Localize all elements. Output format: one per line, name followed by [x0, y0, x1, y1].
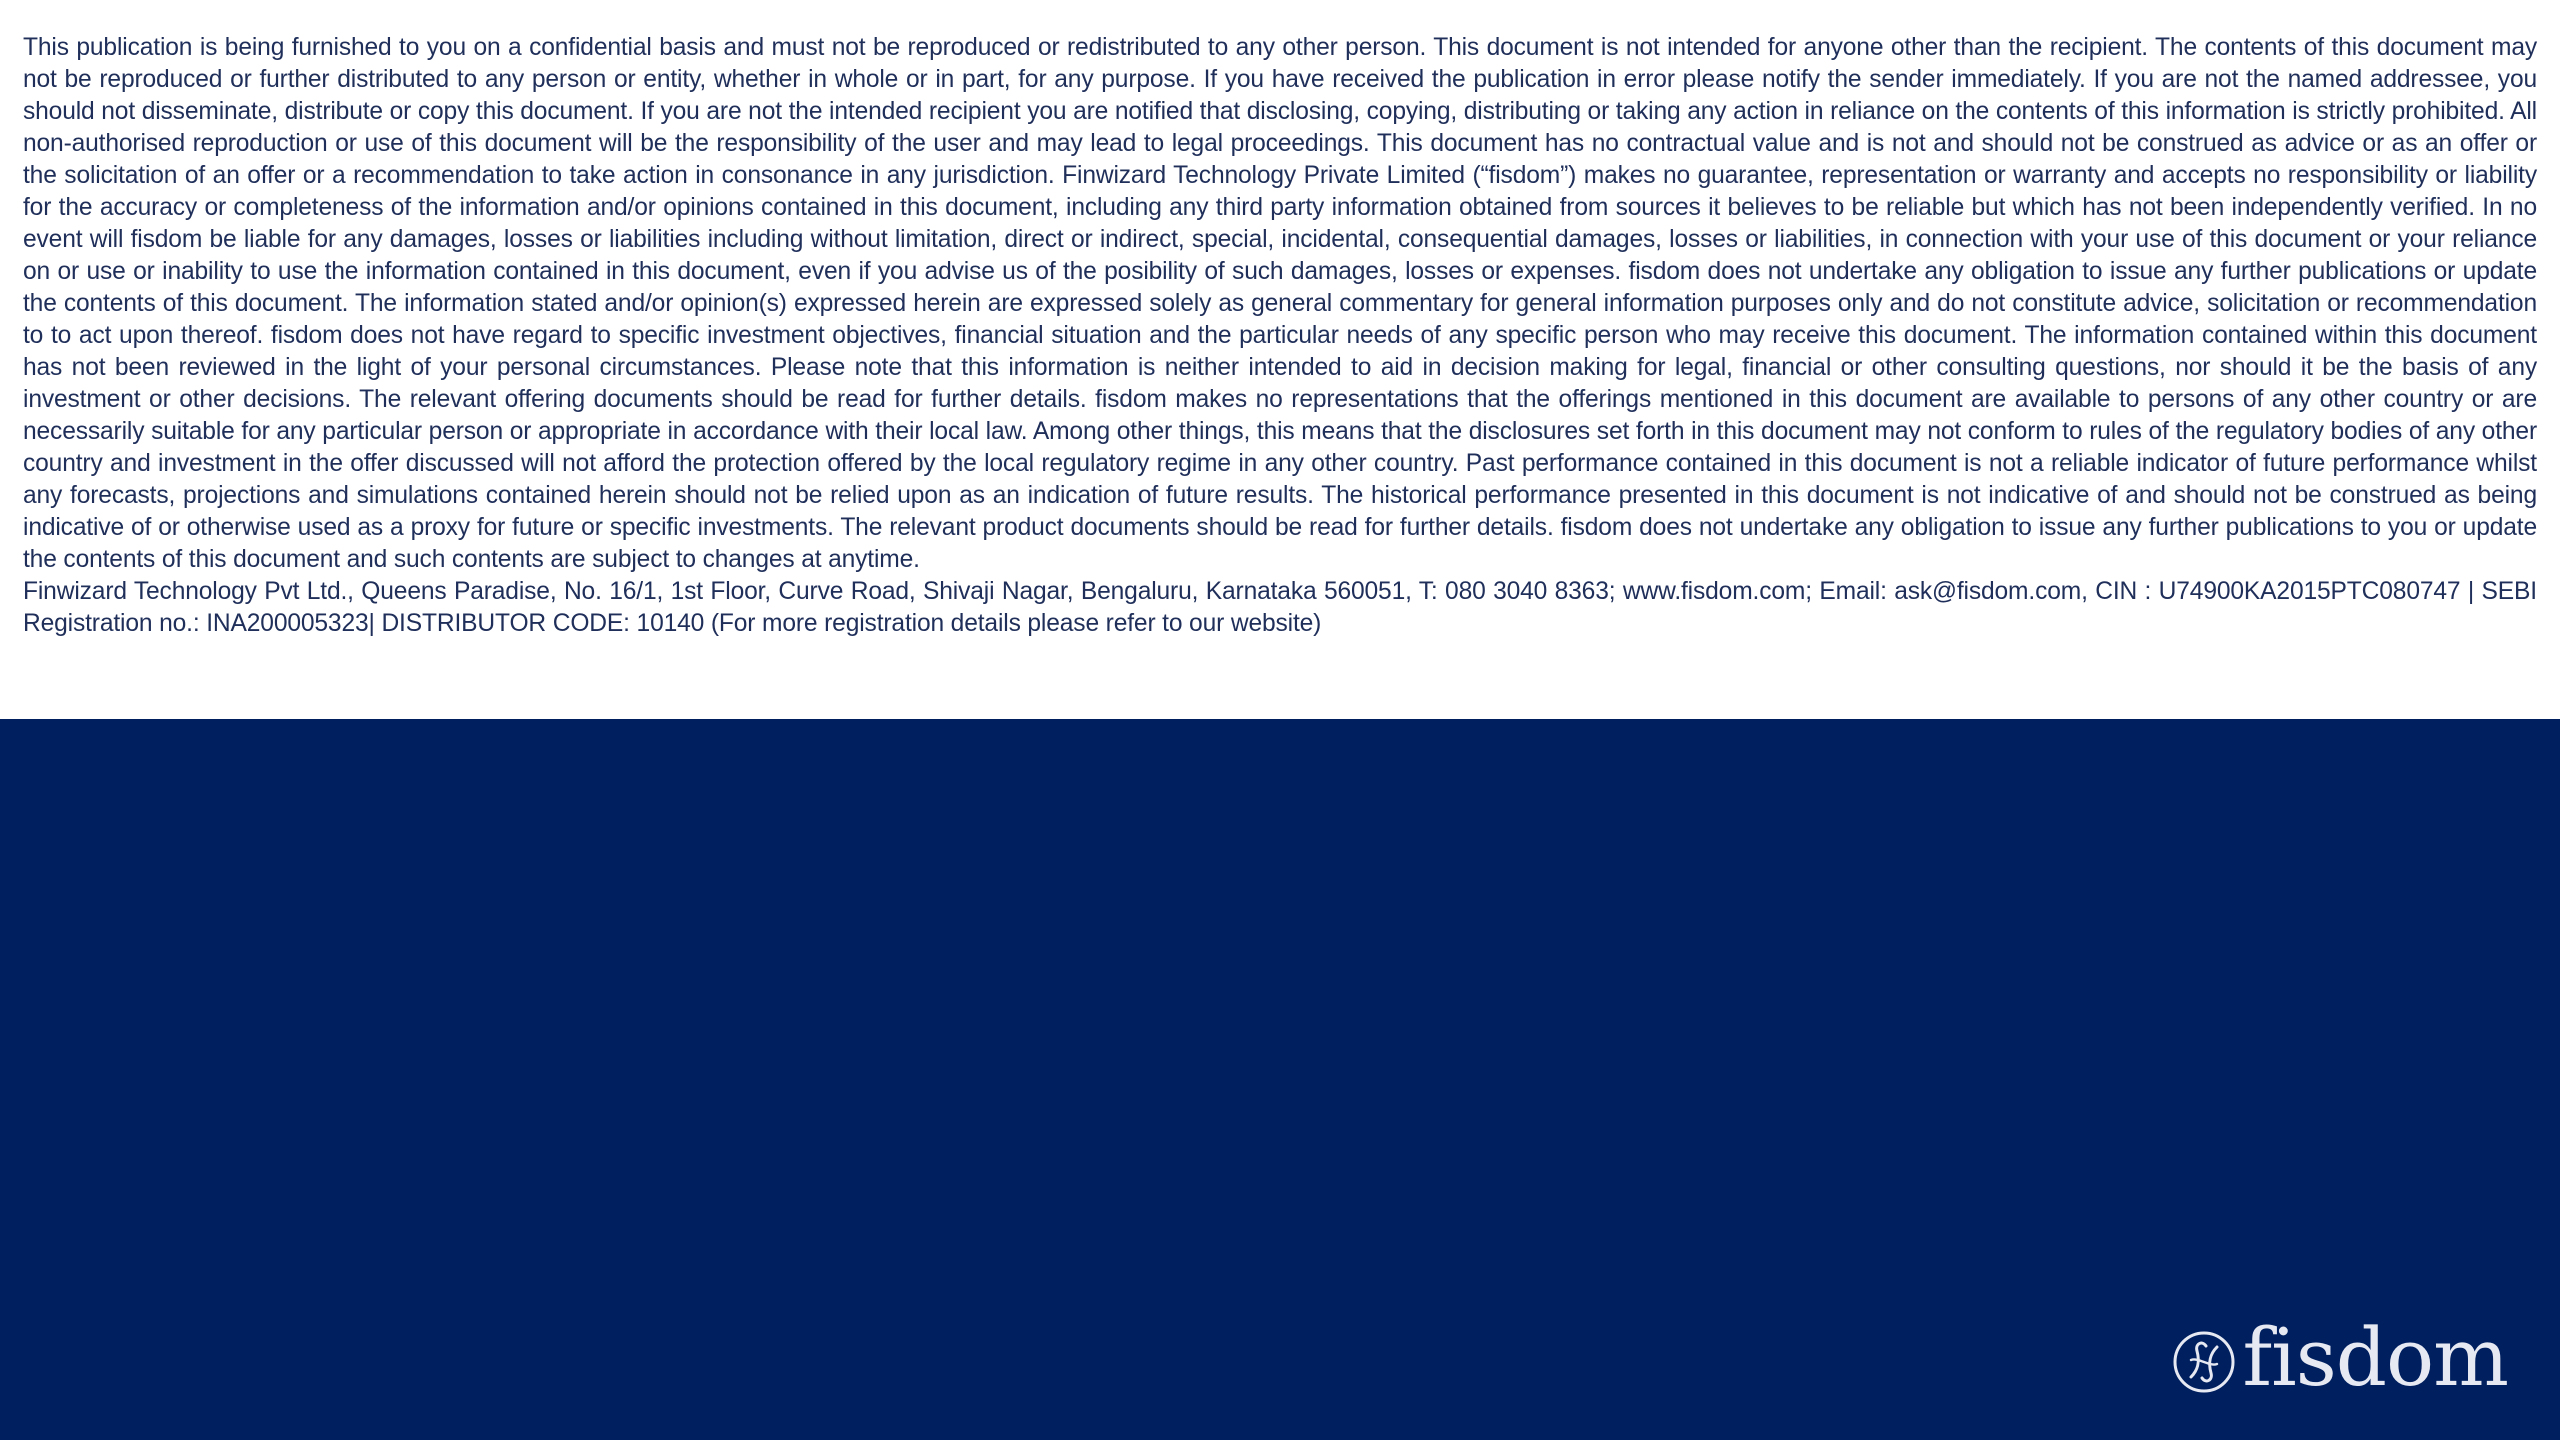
disclaimer-section	[0, 0, 2560, 719]
footer-band	[0, 719, 2560, 1440]
company-address: Finwizard Technology Pvt Ltd., Queens Paradise, No. 16/1, 1st Floor, Curve Road, Shivaji Nagar, Bengaluru, Karnataka 560051, T: 080 3040 8363; www.fisdom.com; Email: ask@fisdom.com, CIN : U74900KA2015PTC080747 | SEBI Registration no.: INA200005323| DISTRIBUTOR CODE: 10140 (For more registration details please refer to our website)	[23, 578, 2537, 637]
brand-name: fisdom	[2242, 1311, 2508, 1404]
fisdom-logo-icon	[2169, 1327, 2239, 1397]
disclaimer-text: This publication is being furnished to you on a confidential basis and must not be reproduced or redistributed to any other person. This document is not intended for anyone other than the recipient. The contents of this document may not be reproduced or further distributed to any person or entity, whether in whole or in part, for any purpose. If you have received the publication in error please notify the sender immediately. If you are not the named addressee, you should not disseminate, distribute or copy this document. If you are not the intended recipient you are notified that disclosing, copying, distributing or taking any action in reliance on the contents of this information is strictly prohibited. All non-authorised reproduction or use of this document will be the responsibility of the user and may lead to legal proceedings. This document has no contractual value and is not and should not be construed as advice or as an offer or the solicitation of an offer or a recommendation to take action in consonance in any jurisdiction. Finwizard Technology Private Limited (“fisdom”) makes no guarantee, representation or warranty and accepts no responsibility or liability for the accuracy or completeness of the information and/or opinions contained in this document, including any third party information obtained from sources it believes to be reliable but which has not been independently verified. In no event will fisdom be liable for any damages, losses or liabilities including without limitation, direct or indirect, special, incidental, consequential damages, losses or liabilities, in connection with your use of this document or your reliance on or use or inability to use the information contained in this document, even if you advise us of the posibility of such damages, losses or expenses. fisdom does not undertake any obligation to issue any further publications or update the contents of this document. The information stated and/or opinion(s) expressed herein are expressed solely as general commentary for general information purposes only and do not constitute advice, solicitation or recommendation to to act upon thereof. fisdom does not have regard to specific investment objectives, financial situation and the particular needs of any specific person who may receive this document. The information contained within this document has not been reviewed in the light of your personal circumstances. Please note that this information is neither intended to aid in decision making for legal, financial or other consulting questions, nor should it be the basis of any investment or other decisions. The relevant offering documents should be read for further details. fisdom makes no representations that the offerings mentioned in this document are available to persons of any other country or are necessarily suitable for any particular person or appropriate in accordance with their local law. Among other things, this means that the disclosures set forth in this document may not conform to rules of the regulatory bodies of any other country and investment in the offer discussed will not afford the protection offered by the local regulatory regime in any other country. Past performance contained in this document is not a reliable indicator of future performance whilst any forecasts, projections and simulations contained herein should not be relied upon as an indication of future results. The historical performance presented in this document is not indicative of and should not be construed as being indicative of or otherwise used as a proxy for future or specific investments. The relevant product documents should be read for further details. fisdom does not undertake any obligation to issue any further publications to you or update the contents of this document and such contents are subject to changes at anytime.	[23, 34, 2537, 573]
brand-logo	[2169, 1311, 2508, 1404]
